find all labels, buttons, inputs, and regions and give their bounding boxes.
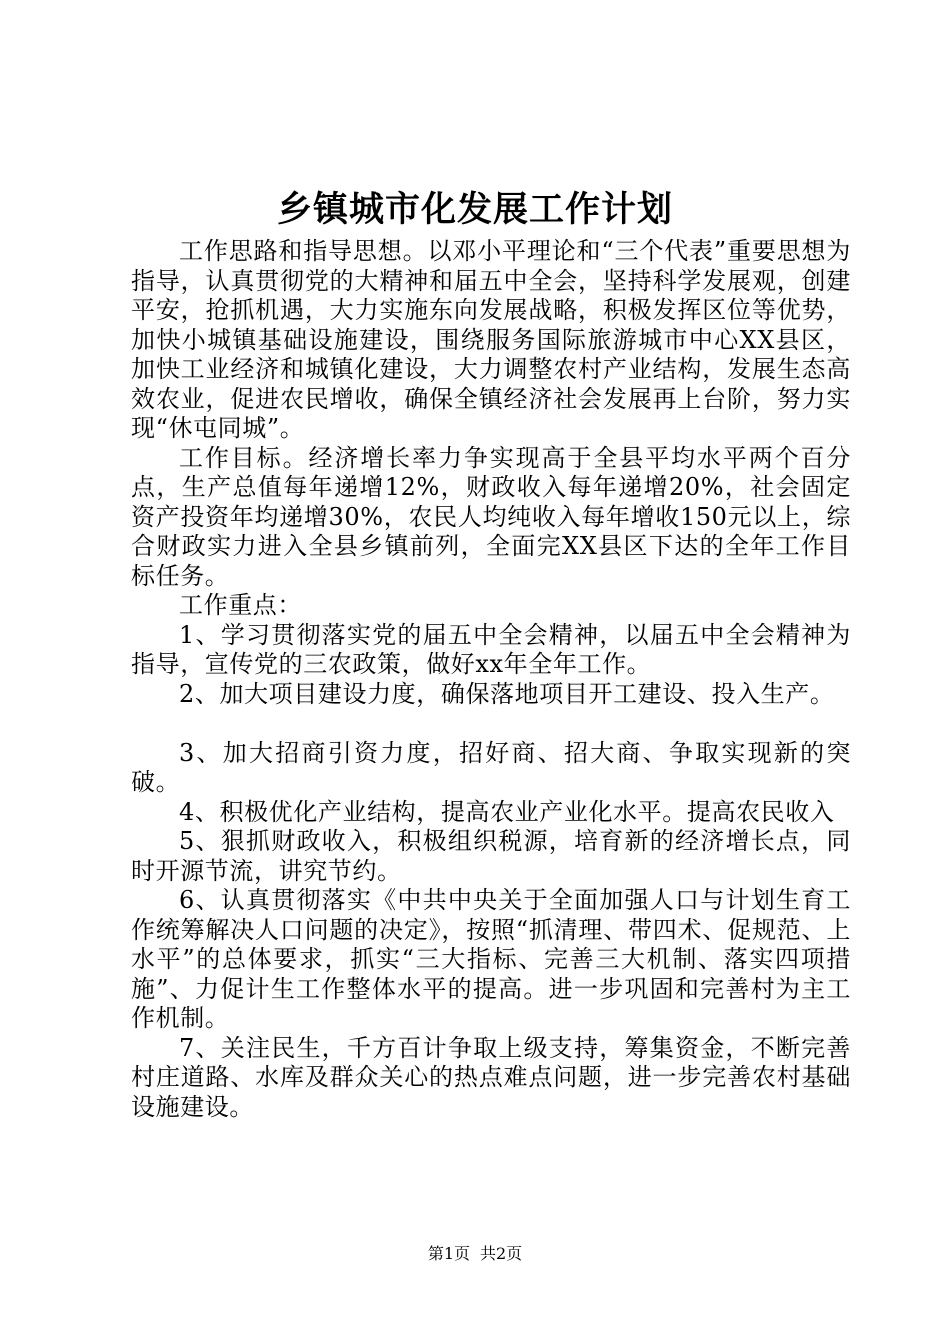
document-title: 乡镇城市化发展工作计划	[276, 189, 673, 230]
document-body	[131, 237, 851, 1122]
paragraph-work-goals: 工作目标。经济增长率力争实现高于全县平均水平两个百分点，生产总值每年递增12%，财政收入每年递增20%，社会固定资产投资年均递增30%，农民人均纯收入每年增收150元以上，综合财政实力进入全县乡镇前列，全面完XX县区下达的全年工作目标任务。	[131, 443, 851, 590]
page-footer	[0, 1242, 950, 1266]
paragraph-point-5: 5、狠抓财政收入，积极组织税源，培育新的经济增长点，同时开源节流，讲究节约。	[131, 827, 851, 885]
paragraph-point-2: 2、加大项目建设力度，确保落地项目开工建设、投入生产。	[179, 679, 835, 708]
paragraph-point-4: 4、积极优化产业结构，提高农业产业化水平。提高农民收入	[179, 797, 835, 826]
paragraph-point-1: 1、学习贯彻落实党的届五中全会精神，以届五中全会精神为指导，宣传党的三农政策，做好xx年全年工作。	[131, 620, 851, 678]
paragraph-key-points-heading: 工作重点：	[179, 591, 302, 619]
page-total: 共2页	[480, 1244, 523, 1263]
paragraph-point-3: 3、加大招商引资力度，招好商、招大商、争取实现新的突破。	[131, 738, 851, 796]
paragraph-guiding-thought: 工作思路和指导思想。以邓小平理论和“三个代表”重要思想为指导，认真贯彻党的大精神和届五中全会，坚持科学发展观，创建平安，抢抓机遇，大力实施东向发展战略，积极发挥区位等优势，加快小城镇基础设施建设，围绕服务国际旅游城市中心XX县区，加快工业经济和城镇化建设，大力调整农村产业结构，发展生态高效农业，促进农民增收，确保全镇经济社会发展再上台阶，努力实现“休屯同城”。	[131, 237, 851, 442]
paragraph-point-6: 6、认真贯彻落实《中共中央关于全面加强人口与计划生育工作统筹解决人口问题的决定》，按照“抓清理、带四术、促规范、上水平”的总体要求，抓实“三大指标、完善三大机制、落实四项措施”、力促计生工作整体水平的提高。进一步巩固和完善村为主工作机制。	[131, 886, 851, 1032]
page-number: 第1页	[427, 1244, 470, 1263]
paragraph-point-7: 7、关注民生，千方百计争取上级支持，筹集资金，不断完善村庄道路、水库及群众关心的热点难点问题，进一步完善农村基础设施建设。	[131, 1033, 851, 1121]
